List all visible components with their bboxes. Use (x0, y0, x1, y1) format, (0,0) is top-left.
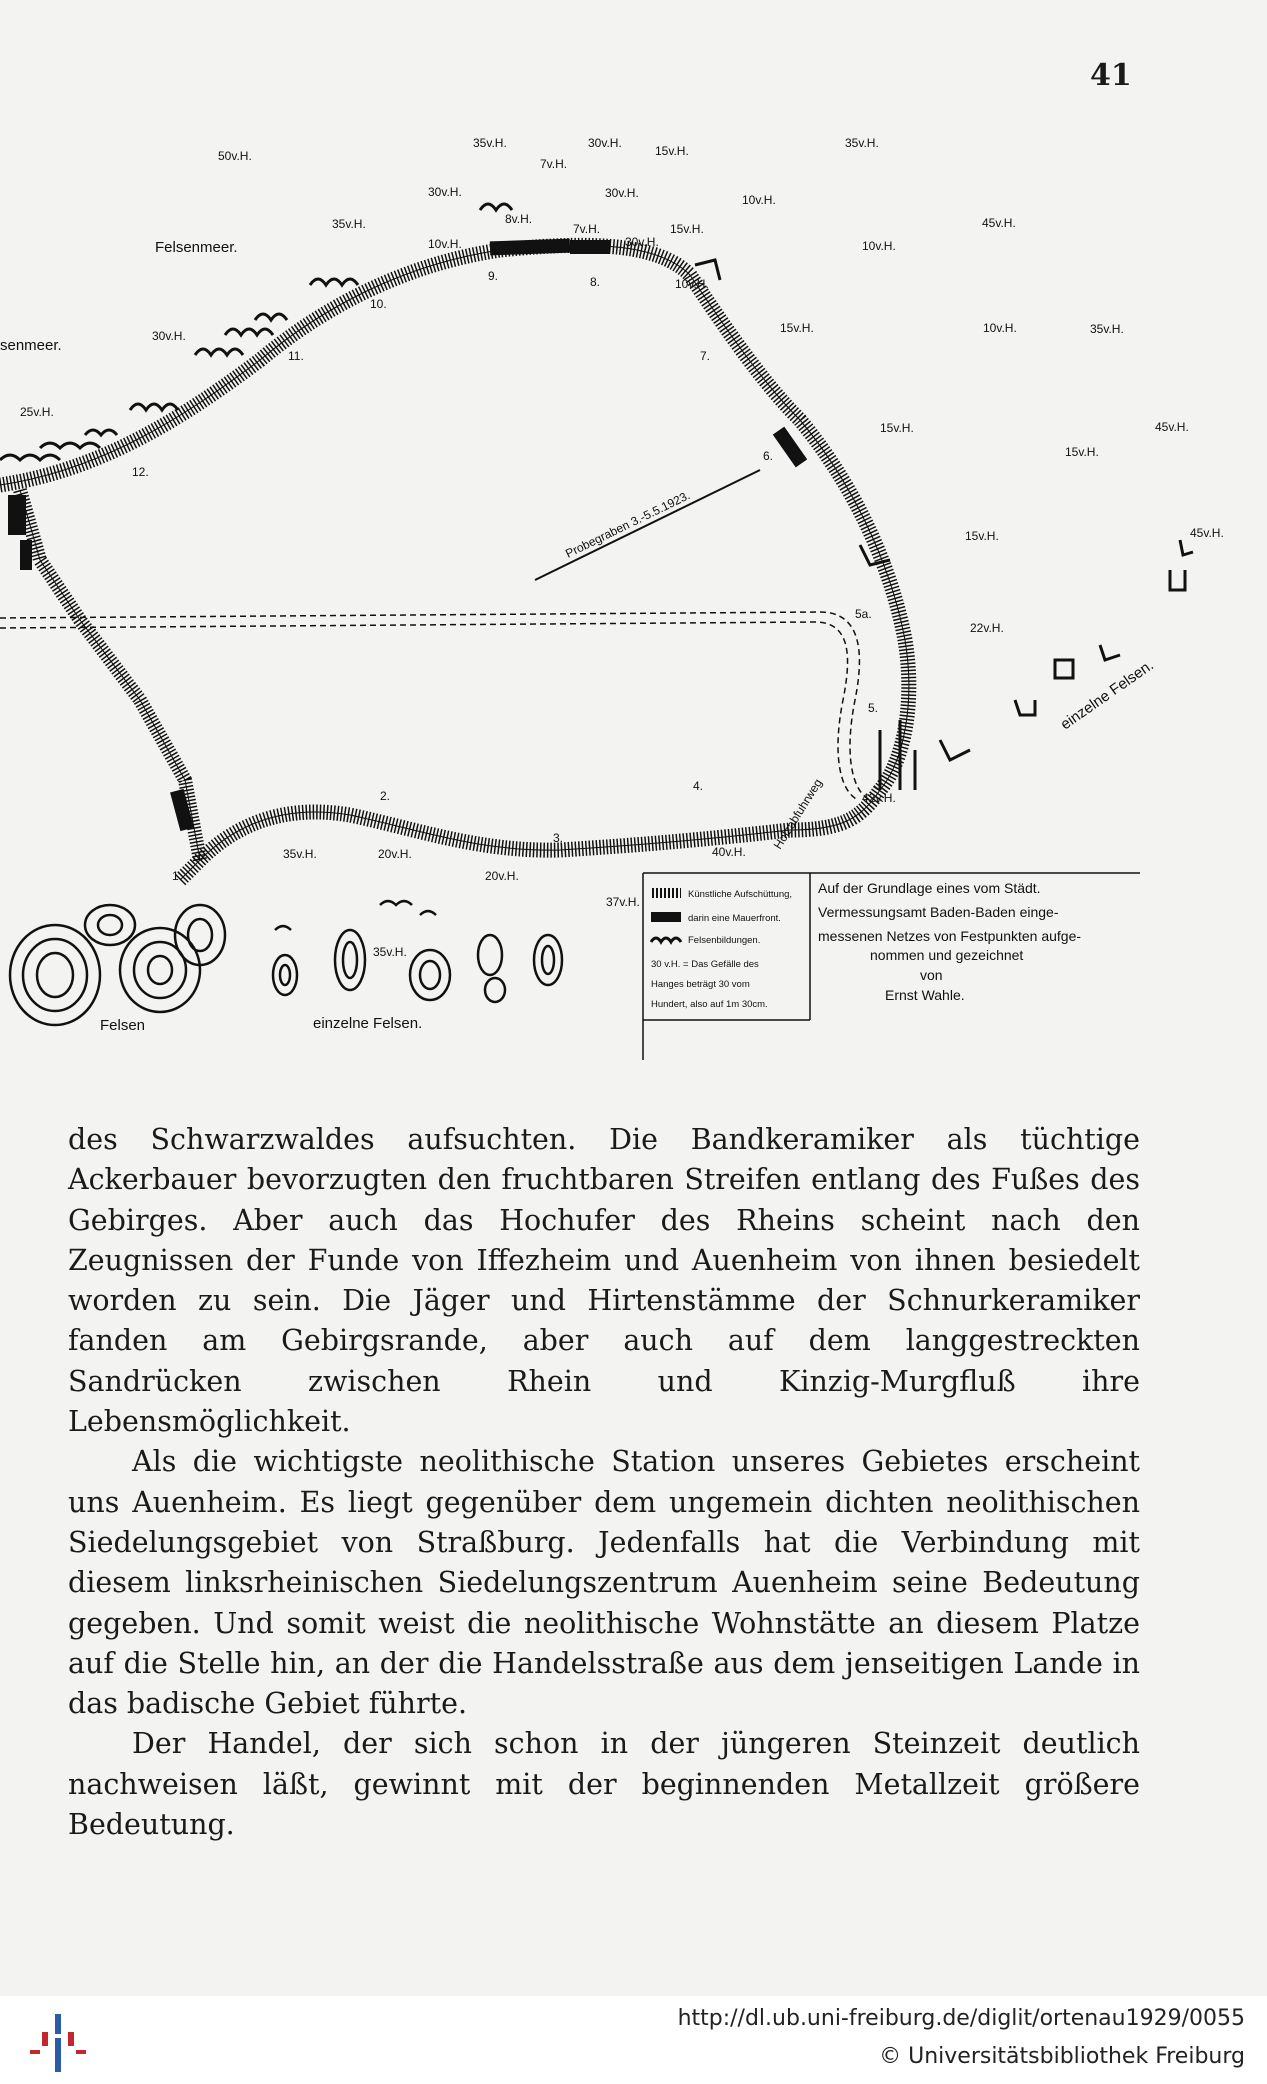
site-map (0, 110, 1267, 1070)
svg-text:Felsenmeer.: Felsenmeer. (155, 239, 238, 256)
svg-text:30 v.H. = Das Gefälle des: 30 v.H. = Das Gefälle des (651, 959, 759, 970)
svg-text:30v.H.: 30v.H. (588, 136, 622, 150)
svg-text:Auf der Grundlage eines vom St: Auf der Grundlage eines vom Städt. (818, 880, 1041, 896)
svg-text:Hundert, also auf 1m 30cm.: Hundert, also auf 1m 30cm. (651, 999, 768, 1010)
svg-text:30v.H.: 30v.H. (152, 329, 186, 343)
svg-text:15v.H.: 15v.H. (880, 421, 914, 435)
svg-text:30v.H.: 30v.H. (428, 185, 462, 199)
ub-logo-icon (28, 2010, 88, 2076)
svg-text:4.: 4. (693, 779, 704, 793)
svg-text:15v.H.: 15v.H. (670, 222, 704, 236)
paragraph: des Schwarzwaldes aufsuchten. Die Bandkeramiker als tüchtige Ackerbauer bevorzugten den fruchtbaren Streifen entlang des Fußes des Gebirges. Aber auch das Hochufer des Rheins scheint nach den Zeugnissen der Funde von Iffezheim und Auenheim von ihnen besiedelt worden zu sein. Die Jäger und Hirtenstämme der Schnurkeramiker fanden am Gebirgsrande, aber auch auf dem langgestreckten Sandrücken zwischen Rhein und Kinzig-Murgfluß ihre Lebensmöglichkeit. (68, 1123, 1140, 1439)
station-numbers (132, 269, 878, 883)
svg-text:12.: 12. (132, 465, 149, 479)
svg-text:Holzabfuhrweg: Holzabfuhrweg (770, 776, 825, 852)
svg-text:Künstliche Aufschüttung,: Künstliche Aufschüttung, (688, 889, 793, 900)
svg-text:Hanges beträgt 30 vom: Hanges beträgt 30 vom (651, 979, 750, 990)
footer-url[interactable]: http://dl.ub.uni-freiburg.de/diglit/ortenau1929/0055 (677, 2006, 1245, 2031)
svg-text:2.: 2. (380, 789, 391, 803)
svg-text:22v.H.: 22v.H. (970, 621, 1004, 635)
svg-text:Felsen: Felsen (100, 1017, 146, 1034)
rock-formations-south (10, 901, 562, 1025)
paragraph: Als die wichtigste neolithische Station unseres Gebietes erscheint uns Auenheim. Es liegt gegenüber dem ungemein dichten neolithischen Siedelungsgebiet von Straßburg. Jedenfalls hat die Verbindung mit diesem linksrheinischen Siedelungszentrum Auenheim seine Bedeutung gegeben. Und somit weist die neolithische Wohnstätte an diesem Platze auf die Stelle hin, an der die Handelsstraße aus dem jenseitigen Lande in das badische Gebiet führte. (68, 1445, 1140, 1721)
svg-text:Probegraben 3.-5.5.1923.: Probegraben 3.-5.5.1923. (563, 488, 693, 561)
svg-text:nommen und gezeichnet: nommen und gezeichnet (870, 947, 1024, 963)
svg-text:5.: 5. (868, 701, 879, 715)
svg-text:42v.H.: 42v.H. (862, 791, 896, 805)
svg-text:20v.H.: 20v.H. (378, 847, 412, 861)
svg-text:von: von (920, 967, 943, 983)
svg-text:einzelne Felsen.: einzelne Felsen. (1057, 656, 1157, 734)
slope-labels (0, 136, 1224, 1034)
svg-text:7.: 7. (700, 349, 711, 363)
svg-text:30v.H.: 30v.H. (625, 235, 659, 249)
svg-text:15v.H.: 15v.H. (1065, 445, 1099, 459)
dashed-road (0, 612, 870, 800)
svg-text:35v.H.: 35v.H. (373, 945, 407, 959)
svg-text:10v.H.: 10v.H. (983, 321, 1017, 335)
page-number: 41 (1090, 58, 1132, 93)
svg-text:3.: 3. (553, 831, 564, 845)
svg-text:25v.H.: 25v.H. (20, 405, 54, 419)
svg-text:9.: 9. (488, 269, 499, 283)
svg-text:6.: 6. (763, 449, 774, 463)
svg-text:20v.H.: 20v.H. (485, 869, 519, 883)
svg-text:30v.H.: 30v.H. (605, 186, 639, 200)
svg-text:10.: 10. (370, 297, 387, 311)
svg-text:senmeer.: senmeer. (0, 337, 62, 354)
map-credit (818, 880, 1081, 1003)
svg-text:37v.H.: 37v.H. (606, 895, 640, 909)
svg-text:35v.H.: 35v.H. (332, 217, 366, 231)
svg-text:45v.H.: 45v.H. (1190, 526, 1224, 540)
svg-text:10v.H.: 10v.H. (742, 193, 776, 207)
svg-text:35v.H.: 35v.H. (845, 136, 879, 150)
svg-text:einzelne Felsen.: einzelne Felsen. (313, 1015, 423, 1032)
rampart-ring (0, 245, 909, 880)
svg-text:Ernst Wahle.: Ernst Wahle. (885, 987, 965, 1003)
svg-text:35v.H.: 35v.H. (283, 847, 317, 861)
svg-text:40v.H.: 40v.H. (712, 845, 746, 859)
svg-text:1.: 1. (172, 869, 183, 883)
svg-text:7v.H.: 7v.H. (573, 222, 601, 236)
svg-text:10v.H.: 10v.H. (428, 237, 462, 251)
svg-text:8v.H.: 8v.H. (505, 212, 533, 226)
paragraph: Der Handel, der sich schon in der jüngeren Steinzeit deutlich nachweisen läßt, gewinnt mit der beginnenden Metallzeit größere Bedeutung. (68, 1727, 1140, 1842)
svg-text:45v.H.: 45v.H. (982, 216, 1016, 230)
svg-text:11.: 11. (288, 349, 304, 363)
svg-text:15v.H.: 15v.H. (965, 529, 999, 543)
svg-text:45v.H.: 45v.H. (1155, 420, 1189, 434)
svg-text:5a.: 5a. (855, 607, 872, 621)
svg-text:10v.H.: 10v.H. (862, 239, 896, 253)
svg-text:7v.H.: 7v.H. (540, 157, 568, 171)
svg-text:15v.H.: 15v.H. (655, 144, 689, 158)
svg-text:35v.H.: 35v.H. (473, 136, 507, 150)
svg-text:darin eine Mauerfront.: darin eine Mauerfront. (688, 913, 781, 924)
wall-front-segments (8, 239, 807, 832)
footer-copyright: © Universitätsbibliothek Freiburg (879, 2044, 1245, 2069)
probe-trench (535, 470, 760, 580)
svg-text:Felsenbildungen.: Felsenbildungen. (688, 935, 761, 946)
svg-text:15v.H.: 15v.H. (780, 321, 814, 335)
footer (0, 1996, 1267, 2084)
svg-text:10v.H.: 10v.H. (675, 277, 709, 291)
map-legend (643, 873, 1140, 1060)
svg-text:50v.H.: 50v.H. (218, 149, 252, 163)
svg-text:Vermessungsamt Baden-Baden ein: Vermessungsamt Baden-Baden einge- (818, 904, 1059, 920)
svg-text:messenen Netzes von Festpunkte: messenen Netzes von Festpunkten aufge- (818, 928, 1082, 944)
rock-formations (0, 204, 1193, 790)
body-text (68, 1120, 1140, 1845)
svg-text:35v.H.: 35v.H. (1090, 322, 1124, 336)
svg-text:8.: 8. (590, 275, 601, 289)
